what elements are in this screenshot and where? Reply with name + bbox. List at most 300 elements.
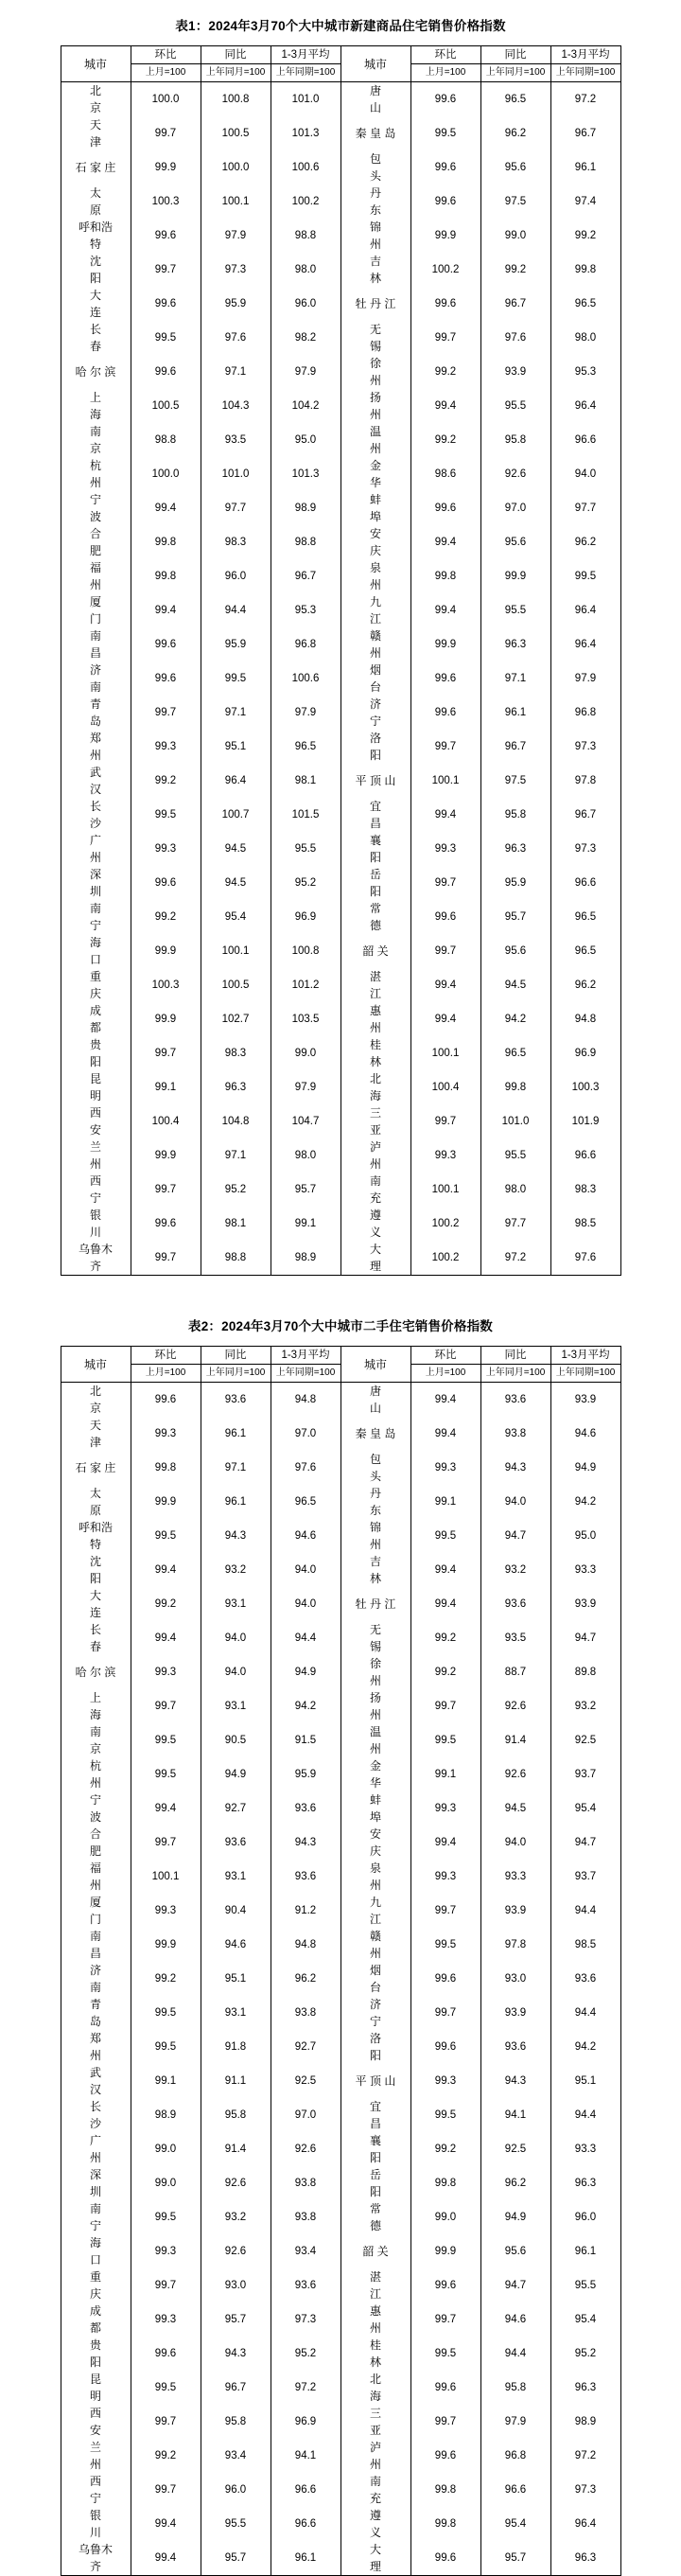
city-label: 兰 州 [89,2441,125,2471]
value-cell-right-2: 97.4 [550,185,620,219]
value-cell-left-2: 96.1 [271,2541,340,2576]
value-cell-right-1: 99.8 [480,1070,550,1104]
value-cell-right-0: 100.1 [410,1036,480,1070]
header-group-left-1: 同比 [201,1347,271,1365]
city-cell-left [61,150,131,185]
value-cell-right-1: 92.5 [480,2132,550,2166]
table-row [61,1207,620,1241]
city-label: 无 锡 [369,323,405,353]
value-cell-right-0: 99.3 [410,1791,480,1826]
value-cell-left-2: 95.7 [271,1173,340,1207]
city-cell-left [61,1757,131,1791]
value-cell-right-2: 96.9 [550,1036,620,1070]
city-label: 泸 州 [369,2441,405,2471]
value-cell-right-0: 100.2 [410,253,480,287]
city-cell-right [340,1962,410,1996]
value-cell-left-0: 99.8 [131,525,201,559]
value-cell-left-0: 99.7 [131,2268,201,2303]
table-row [61,185,620,219]
value-cell-right-0: 99.6 [410,2268,480,2303]
city-label: 合 肥 [89,1827,125,1858]
city-cell-left [61,1723,131,1757]
table-row [61,2405,620,2439]
value-cell-left-2: 96.9 [271,2405,340,2439]
value-cell-right-1: 95.5 [480,389,550,423]
value-cell-right-1: 96.3 [480,627,550,662]
header-city-left: 城市 [61,46,131,82]
value-cell-left-1: 98.1 [201,1207,271,1241]
value-cell-right-0: 99.4 [410,593,480,627]
value-cell-left-2: 92.5 [271,2064,340,2098]
city-label: 包 头 [369,152,405,183]
value-cell-right-2: 97.3 [550,2473,620,2507]
value-cell-right-1: 96.3 [480,832,550,866]
city-cell-left [61,2541,131,2576]
city-label: 呼和浩特 [78,221,113,251]
city-label: 济 宁 [369,697,405,728]
city-cell-right [340,1070,410,1104]
city-cell-right [340,82,410,117]
value-cell-left-0: 99.6 [131,287,201,321]
value-cell-right-2: 93.7 [550,1860,620,1894]
value-cell-left-0: 99.2 [131,2439,201,2473]
value-cell-left-2: 97.3 [271,2303,340,2337]
value-cell-right-0: 99.5 [410,116,480,150]
value-cell-left-0: 99.3 [131,2303,201,2337]
table-row [61,764,620,798]
value-cell-left-2: 94.0 [271,1587,340,1621]
value-cell-right-0: 99.3 [410,2064,480,2098]
value-cell-right-0: 99.9 [410,627,480,662]
value-cell-right-1: 98.0 [480,1173,550,1207]
value-cell-left-1: 100.1 [201,185,271,219]
value-cell-left-1: 94.9 [201,1757,271,1791]
city-label: 北 海 [369,1072,405,1103]
value-cell-right-0: 99.6 [410,82,480,117]
value-cell-left-0: 100.3 [131,968,201,1002]
city-label: 韶 关 [362,2245,389,2258]
city-label: 泉 州 [369,1861,405,1892]
value-cell-left-0: 100.0 [131,82,201,117]
value-cell-left-0: 99.5 [131,1723,201,1757]
value-cell-right-0: 99.6 [410,287,480,321]
value-cell-left-1: 98.3 [201,1036,271,1070]
city-cell-left [61,1791,131,1826]
value-cell-right-1: 97.6 [480,321,550,355]
table-row [61,2030,620,2064]
table-row [61,1173,620,1207]
city-label: 岳 阳 [369,2168,405,2198]
value-cell-right-2: 96.4 [550,389,620,423]
city-cell-left [61,1621,131,1655]
value-cell-left-1: 96.3 [201,1070,271,1104]
city-label: 吉 林 [369,255,405,285]
header-group-right-0: 环比 [410,1347,480,1365]
value-cell-left-2: 94.2 [271,1689,340,1723]
value-cell-left-2: 94.0 [271,1553,340,1587]
value-cell-left-2: 95.9 [271,1757,340,1791]
value-cell-left-0: 99.9 [131,1485,201,1519]
city-label: 吉 林 [369,1555,405,1585]
value-cell-left-0: 99.6 [131,1383,201,1418]
value-cell-right-2: 95.0 [550,1519,620,1553]
value-cell-right-0: 99.0 [410,2200,480,2234]
city-label: 乌鲁木齐 [78,2543,113,2573]
value-cell-left-1: 93.1 [201,1996,271,2030]
table-row [61,457,620,491]
value-cell-left-0: 99.4 [131,593,201,627]
city-label: 深 圳 [89,868,125,898]
city-cell-right [340,355,410,389]
value-cell-left-2: 98.0 [271,253,340,287]
value-cell-left-0: 99.8 [131,1451,201,1485]
table-row [61,1894,620,1928]
city-cell-left [61,627,131,662]
value-cell-left-0: 99.9 [131,1002,201,1036]
city-cell-left [61,2473,131,2507]
value-cell-left-1: 101.0 [201,457,271,491]
value-cell-left-2: 98.9 [271,491,340,525]
value-cell-left-1: 97.1 [201,1138,271,1173]
value-cell-right-2: 93.3 [550,2132,620,2166]
city-cell-right [340,1928,410,1962]
city-cell-left [61,1587,131,1621]
table-block-1 [0,0,681,1276]
value-cell-right-2: 94.4 [550,1894,620,1928]
value-cell-right-0: 99.2 [410,1621,480,1655]
value-cell-right-0: 99.5 [410,1928,480,1962]
city-label: 牡 丹 江 [355,1597,396,1611]
city-label: 牡 丹 江 [355,297,396,310]
city-cell-right [340,185,410,219]
value-cell-right-1: 96.2 [480,2166,550,2200]
value-cell-left-2: 97.2 [271,2371,340,2405]
value-cell-left-1: 95.4 [201,900,271,934]
table-row [61,696,620,730]
city-label: 南 充 [369,1174,405,1205]
city-label: 成 都 [89,2304,125,2335]
city-label: 武 汉 [89,2066,125,2096]
table-row [61,866,620,900]
value-cell-left-2: 94.6 [271,1519,340,1553]
city-cell-right [340,1723,410,1757]
table-spacer [0,1276,681,1300]
value-cell-left-1: 97.7 [201,491,271,525]
value-cell-right-1: 97.5 [480,185,550,219]
value-cell-right-1: 96.5 [480,1036,550,1070]
value-cell-right-2: 94.4 [550,1996,620,2030]
value-cell-left-2: 100.6 [271,150,340,185]
value-cell-right-1: 95.5 [480,1138,550,1173]
value-cell-left-1: 96.1 [201,1485,271,1519]
value-cell-left-2: 98.0 [271,1138,340,1173]
table-row [61,593,620,627]
city-cell-left [61,2030,131,2064]
value-cell-left-1: 95.8 [201,2405,271,2439]
table-row [61,1383,620,1418]
value-cell-left-1: 91.8 [201,2030,271,2064]
value-cell-right-0: 99.6 [410,696,480,730]
table-row [61,219,620,253]
value-cell-left-2: 96.5 [271,1485,340,1519]
value-cell-right-1: 93.6 [480,2030,550,2064]
value-cell-right-2: 96.1 [550,2234,620,2268]
city-cell-right [340,1104,410,1138]
value-cell-right-2: 95.1 [550,2064,620,2098]
value-cell-right-1: 95.5 [480,593,550,627]
city-label: 济 南 [89,663,125,694]
city-label: 沈 阳 [89,255,125,285]
value-cell-right-0: 99.9 [410,2234,480,2268]
value-cell-right-2: 97.7 [550,491,620,525]
value-cell-left-0: 100.1 [131,1860,201,1894]
value-cell-right-2: 98.5 [550,1928,620,1962]
header-group-left-2: 1-3月平均 [271,1347,340,1365]
city-label: 岳 阳 [369,868,405,898]
city-cell-right [340,1791,410,1826]
value-cell-left-1: 92.6 [201,2234,271,2268]
value-cell-left-1: 93.5 [201,423,271,457]
city-cell-right [340,1207,410,1241]
value-cell-left-0: 99.6 [131,627,201,662]
city-cell-right [340,1519,410,1553]
value-cell-left-0: 99.6 [131,355,201,389]
city-label: 南 昌 [89,629,125,660]
value-cell-left-1: 97.1 [201,355,271,389]
value-cell-left-2: 95.5 [271,832,340,866]
value-cell-right-2: 96.7 [550,116,620,150]
city-label: 西 宁 [89,2475,125,2505]
city-cell-left [61,2234,131,2268]
value-cell-left-2: 97.0 [271,2098,340,2132]
city-cell-left [61,1962,131,1996]
value-cell-left-2: 96.6 [271,2473,340,2507]
value-cell-right-0: 99.3 [410,1451,480,1485]
value-cell-right-0: 99.6 [410,2371,480,2405]
city-cell-left [61,1002,131,1036]
city-label: 天 津 [89,1419,125,1449]
value-cell-left-1: 95.2 [201,1173,271,1207]
value-cell-right-0: 99.4 [410,798,480,832]
value-cell-left-0: 99.3 [131,730,201,764]
city-label: 湛 江 [369,2270,405,2301]
city-label: 长 春 [89,1623,125,1653]
value-cell-left-0: 99.1 [131,1070,201,1104]
city-cell-left [61,1826,131,1860]
city-label: 呼和浩特 [78,1521,113,1551]
city-cell-left [61,1417,131,1451]
city-cell-left [61,764,131,798]
value-cell-right-2: 94.2 [550,2030,620,2064]
value-cell-left-0: 99.4 [131,1621,201,1655]
header-sub-left-1: 上年同月=100 [201,1365,271,1383]
value-cell-left-2: 96.0 [271,287,340,321]
table-row [61,1451,620,1485]
header-sub-left-0: 上月=100 [131,64,201,82]
city-cell-right [340,287,410,321]
value-cell-right-2: 99.5 [550,559,620,593]
value-cell-right-2: 95.2 [550,2337,620,2371]
value-cell-right-1: 94.5 [480,968,550,1002]
value-cell-right-0: 99.4 [410,1383,480,1418]
city-label: 海 口 [89,936,125,966]
value-cell-left-0: 99.3 [131,1894,201,1928]
city-label: 兰 州 [89,1140,125,1171]
value-cell-right-2: 98.9 [550,2405,620,2439]
value-cell-right-1: 94.3 [480,1451,550,1485]
city-cell-right [340,2200,410,2234]
city-label: 南 充 [369,2475,405,2505]
value-cell-right-1: 92.6 [480,457,550,491]
header-sub-left-2: 上年同期=100 [271,1365,340,1383]
value-cell-right-2: 95.3 [550,355,620,389]
value-cell-left-2: 94.9 [271,1655,340,1689]
table-row [61,1587,620,1621]
value-cell-left-0: 99.5 [131,321,201,355]
city-cell-right [340,1689,410,1723]
city-label: 安 庆 [369,527,405,557]
city-label: 哈 尔 滨 [75,1666,116,1679]
value-cell-right-2: 96.5 [550,934,620,968]
city-label: 徐 州 [369,1657,405,1687]
value-cell-right-1: 99.9 [480,559,550,593]
city-label: 平 顶 山 [355,774,396,787]
city-label: 长 沙 [89,800,125,830]
value-cell-right-1: 96.2 [480,116,550,150]
value-cell-left-0: 99.9 [131,1928,201,1962]
value-cell-right-1: 95.7 [480,900,550,934]
value-cell-left-2: 94.1 [271,2439,340,2473]
value-cell-right-0: 100.2 [410,1207,480,1241]
city-label: 洛 阳 [369,2032,405,2062]
value-cell-left-0: 99.5 [131,1519,201,1553]
value-cell-left-2: 97.0 [271,1417,340,1451]
header-city-right: 城市 [340,46,410,82]
city-cell-left [61,185,131,219]
city-cell-left [61,1485,131,1519]
value-cell-left-1: 93.0 [201,2268,271,2303]
value-cell-left-2: 93.6 [271,1791,340,1826]
city-cell-left [61,2098,131,2132]
city-cell-left [61,798,131,832]
value-cell-right-2: 96.3 [550,2166,620,2200]
value-cell-left-1: 98.3 [201,525,271,559]
value-cell-left-0: 99.6 [131,2337,201,2371]
city-cell-right [340,253,410,287]
price-index-table [61,1346,621,2576]
table-row [61,1036,620,1070]
value-cell-right-2: 94.2 [550,1485,620,1519]
value-cell-right-1: 92.6 [480,1757,550,1791]
city-label: 温 州 [369,425,405,455]
city-label: 遵 义 [369,2509,405,2539]
value-cell-left-1: 93.2 [201,2200,271,2234]
table-caption: 表2：2024年3月70个大中城市二手住宅销售价格指数 [188,1319,493,1333]
price-index-table [61,45,621,1276]
value-cell-left-0: 99.4 [131,2507,201,2541]
value-cell-left-2: 98.1 [271,764,340,798]
value-cell-right-1: 95.8 [480,798,550,832]
header-sub-right-0: 上月=100 [410,64,480,82]
city-cell-right [340,2132,410,2166]
city-label: 福 州 [89,1861,125,1892]
value-cell-right-2: 101.9 [550,1104,620,1138]
value-cell-left-0: 99.6 [131,662,201,696]
city-label: 丹 东 [369,1487,405,1517]
city-cell-left [61,491,131,525]
city-label: 济 宁 [369,1998,405,2028]
table-row [61,1485,620,1519]
city-label: 唐 山 [369,84,405,115]
value-cell-right-2: 96.3 [550,2371,620,2405]
value-cell-left-0: 99.7 [131,2473,201,2507]
city-label: 丹 东 [369,186,405,217]
city-label: 厦 门 [89,1896,125,1926]
city-label: 遵 义 [369,1209,405,1239]
value-cell-left-0: 99.2 [131,764,201,798]
city-label: 大 连 [89,289,125,319]
value-cell-right-0: 99.6 [410,2439,480,2473]
table-caption: 表1：2024年3月70个大中城市新建商品住宅销售价格指数 [175,19,506,33]
value-cell-left-0: 99.7 [131,116,201,150]
value-cell-right-0: 99.3 [410,1138,480,1173]
city-label: 温 州 [369,1725,405,1756]
value-cell-left-1: 96.0 [201,559,271,593]
value-cell-right-1: 95.4 [480,2507,550,2541]
value-cell-left-0: 99.0 [131,2132,201,2166]
table-row [61,1860,620,1894]
city-cell-left [61,1173,131,1207]
value-cell-left-0: 99.5 [131,798,201,832]
value-cell-left-2: 101.3 [271,457,340,491]
city-cell-left [61,1860,131,1894]
table-row [61,1621,620,1655]
city-label: 郑 州 [89,732,125,762]
table-row [61,287,620,321]
value-cell-left-0: 99.3 [131,1417,201,1451]
value-cell-right-2: 97.2 [550,82,620,117]
value-cell-left-0: 99.7 [131,1826,201,1860]
city-cell-right [340,491,410,525]
header-sub-left-0: 上月=100 [131,1365,201,1383]
value-cell-right-1: 88.7 [480,1655,550,1689]
city-cell-left [61,2371,131,2405]
value-cell-left-2: 98.2 [271,321,340,355]
city-cell-right [340,2473,410,2507]
city-cell-left [61,559,131,593]
value-cell-left-2: 95.2 [271,2337,340,2371]
table-row [61,1996,620,2030]
city-label: 南 宁 [89,2202,125,2232]
value-cell-left-1: 96.0 [201,2473,271,2507]
value-cell-left-0: 99.7 [131,1689,201,1723]
city-cell-right [340,1417,410,1451]
city-label: 深 圳 [89,2168,125,2198]
header-group-left-1: 同比 [201,46,271,64]
city-cell-right [340,1826,410,1860]
city-label: 韶 关 [362,944,389,958]
table-row [61,662,620,696]
city-cell-right [340,730,410,764]
city-cell-right [340,423,410,457]
value-cell-left-2: 104.7 [271,1104,340,1138]
value-cell-right-0: 99.7 [410,1689,480,1723]
city-cell-right [340,2371,410,2405]
value-cell-right-0: 99.1 [410,1485,480,1519]
value-cell-left-0: 99.5 [131,2371,201,2405]
value-cell-left-1: 95.9 [201,287,271,321]
value-cell-left-0: 100.5 [131,389,201,423]
